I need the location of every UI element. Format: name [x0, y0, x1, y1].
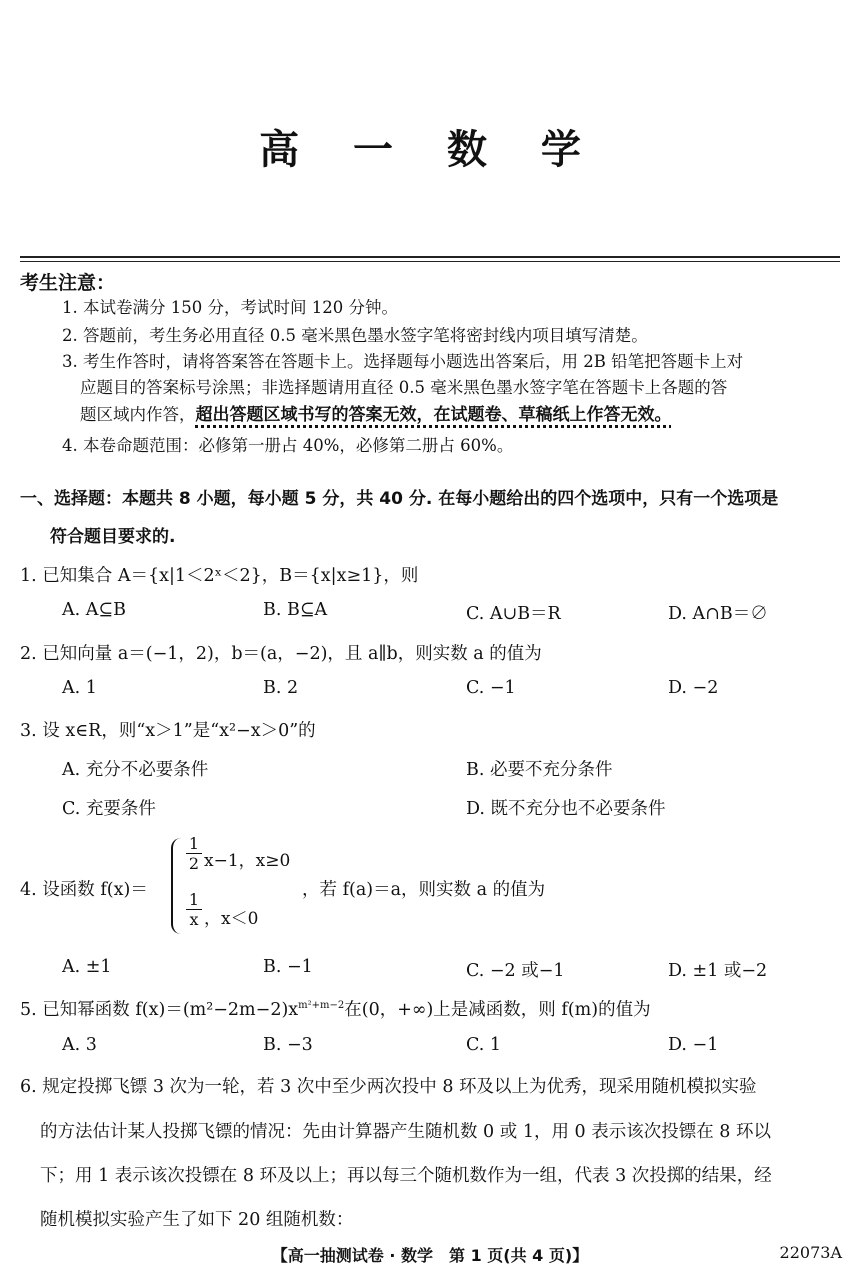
question-4-option-a: A. ±1 [62, 957, 112, 977]
question-2-option-d: D. −2 [668, 678, 719, 698]
question-5-stem-part2: 在(0，+∞)上是减函数，则 f(m)的值为 [344, 1000, 651, 1020]
header-rule [20, 256, 840, 258]
notice-item-3-line3 [80, 400, 672, 425]
question-4-option-c: C. −2 或−1 [466, 961, 565, 981]
piecewise-brace [171, 838, 183, 934]
question-3-stem: 3. 设 x∈R，则“x＞1”是“x²−x＞0”的 [20, 721, 316, 741]
fraction-one-over-x [186, 890, 202, 929]
question-3-option-a: A. 充分不必要条件 [62, 760, 209, 780]
fraction-numerator: 1 [188, 890, 200, 909]
header-rule-thin [20, 261, 840, 262]
notice-item-2: 2. 答题前，考生务必用直径 0.5 毫米黑色墨水签字笔将密封线内项目填写清楚。 [62, 326, 648, 345]
question-1-option-d: D. A∩B＝∅ [668, 604, 768, 624]
question-5-stem [20, 996, 651, 1021]
question-4-option-b: B. −1 [263, 957, 313, 977]
question-6-line4: 随机模拟实验产生了如下 20 组随机数： [40, 1210, 354, 1230]
question-2-option-a: A. 1 [62, 678, 97, 698]
question-5-option-b: B. −3 [263, 1035, 313, 1055]
question-5-option-c: C. 1 [466, 1035, 502, 1055]
question-5-option-a: A. 3 [62, 1035, 97, 1055]
question-3-option-d: D. 既不充分也不必要条件 [466, 799, 666, 819]
question-2-option-b: B. 2 [263, 678, 299, 698]
question-1-option-b: B. B⊆A [263, 600, 328, 620]
question-6-line3: 下；用 1 表示该次投镖在 8 环及以上；再以每三个随机数作为一组，代表 3 次投掷的结果，经 [40, 1166, 772, 1186]
question-4-option-d: D. ±1 或−2 [668, 961, 768, 981]
question-2-option-c: C. −1 [466, 678, 516, 698]
fraction-one-half [186, 834, 202, 873]
page-footer: 【高一抽测试卷 · 数学 第 1 页(共 4 页)】 [271, 1246, 589, 1265]
question-6-line1: 6. 规定投掷飞镖 3 次为一轮，若 3 次中至少两次投中 8 环及以上为优秀，现采用随机模拟实验 [20, 1077, 757, 1097]
question-1-option-c: C. A∪B＝R [466, 604, 561, 624]
question-6-line2: 的方法估计某人投掷飞镖的情况：先由计算器产生随机数 0 或 1，用 0 表示该次投镖在 8 环以 [40, 1122, 771, 1142]
question-2-stem: 2. 已知向量 a＝(−1，2)，b＝(a，−2)，且 a∥b，则实数 a 的值为 [20, 644, 542, 664]
fraction-denominator: 2 [186, 853, 202, 873]
piecewise-case-2: ，x＜0 [204, 909, 259, 929]
question-5-exponent: m²+m−2 [298, 1000, 345, 1012]
piecewise-case-1: x−1，x≥0 [204, 851, 291, 871]
paper-code: 22073A [779, 1243, 842, 1262]
notice-heading: 考生注意： [20, 272, 116, 294]
notice-item-4: 4. 本卷命题范围：必修第一册占 40%，必修第二册占 60%。 [62, 436, 514, 455]
question-3-option-b: B. 必要不充分条件 [466, 760, 613, 780]
question-5-option-d: D. −1 [668, 1035, 719, 1055]
notice-item-3-line2: 应题目的答案标号涂黑；非选择题请用直径 0.5 毫米黑色墨水签字笔在答题卡上各题的答 [80, 378, 728, 397]
question-3-option-c: C. 充要条件 [62, 799, 156, 819]
notice-item-3-emphasis: 超出答题区域书写的答案无效，在试题卷、草稿纸上作答无效。 [195, 405, 672, 425]
fraction-denominator: x [186, 909, 202, 929]
notice-item-3-plain: 题区域内作答， [80, 405, 196, 424]
section-heading-line2: 符合题目要求的. [50, 527, 176, 547]
notice-item-3-line1: 3. 考生作答时，请将答案答在答题卡上。选择题每小题选出答案后，用 2B 铅笔把答题卡上对 [62, 352, 744, 371]
question-4-prefix: 4. 设函数 f(x)＝ [20, 880, 148, 900]
section-heading-line1: 一、选择题：本题共 8 小题，每小题 5 分，共 40 分. 在每小题给出的四个选项中，只有一个选项是 [20, 489, 779, 509]
question-1-stem: 1. 已知集合 A＝{x|1＜2ˣ＜2}，B＝{x|x≥1}，则 [20, 566, 419, 586]
question-4-suffix: ，若 f(a)＝a，则实数 a 的值为 [302, 880, 546, 900]
notice-item-1: 1. 本试卷满分 150 分，考试时间 120 分钟。 [62, 298, 398, 317]
fraction-numerator: 1 [188, 834, 200, 853]
question-1-option-a: A. A⊆B [62, 600, 126, 620]
page-title: 高 一 数 学 [259, 127, 601, 173]
question-5-stem-part1: 5. 已知幂函数 f(x)＝(m²−2m−2)x [20, 1000, 299, 1020]
